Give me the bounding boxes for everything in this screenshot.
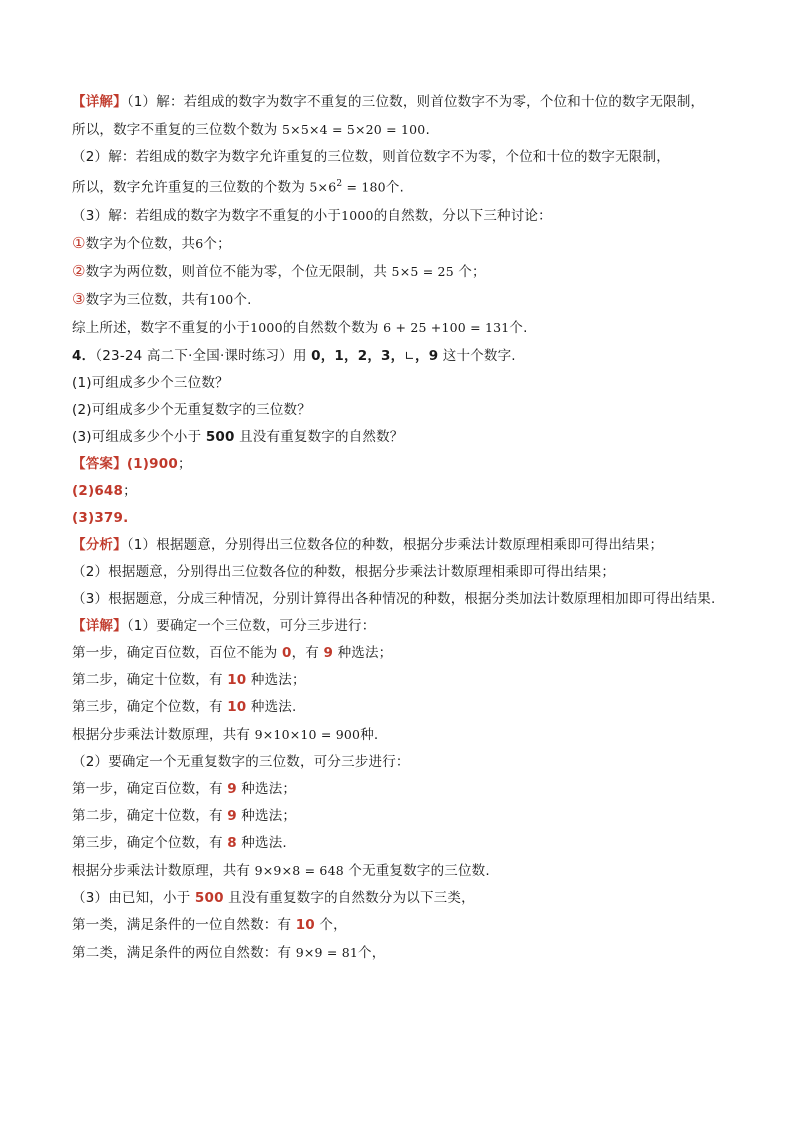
text-segment: 第三步，确定个位数，有 xyxy=(72,698,228,715)
text-segment: ， xyxy=(415,347,429,364)
text-line xyxy=(72,478,732,505)
text-segment: （3）根据题意，分成三种情况，分别计算得出各种情况的种数，根据分类加法计数原理相加即可得出结果. xyxy=(72,590,716,607)
math-expression: 1000 xyxy=(250,319,283,335)
text-segment: 且没有重复数字的自然数？ xyxy=(234,428,404,445)
text-line xyxy=(72,885,732,912)
math-expression: 1000 xyxy=(341,207,374,223)
text-segment: 10 xyxy=(227,671,247,688)
text-segment: 500 xyxy=(205,428,235,445)
text-segment: （2）要确定一个无重复数字的三位数，可分三步进行： xyxy=(72,753,410,770)
text-segment: ； xyxy=(123,482,137,499)
text-segment: 种. xyxy=(360,726,379,743)
text-line xyxy=(72,171,732,202)
text-segment: (2)648 xyxy=(72,482,124,499)
text-segment: 种选法； xyxy=(236,807,297,824)
text-line xyxy=(72,314,732,342)
text-segment: 个， xyxy=(358,944,386,961)
section-tag: 【详解】 xyxy=(72,617,127,634)
text-segment: 500 xyxy=(194,889,224,906)
text-line xyxy=(72,694,732,721)
text-segment: 种选法； xyxy=(236,780,297,797)
text-segment: 9 xyxy=(323,644,334,661)
math-expression: 5×5 = 25 xyxy=(391,263,454,279)
text-segment: 9 xyxy=(428,347,439,364)
text-segment: 数字为三位数，共有 xyxy=(85,291,209,308)
text-segment: （1）解：若组成的数字为数字不重复的三位数，则首位数字不为零，个位和十位的数字无限制， xyxy=(126,94,705,110)
math-expression: 5×5×4 = 5×20 = 100 xyxy=(282,122,426,137)
text-line xyxy=(72,613,732,640)
text-segment: （3）由已知，小于 xyxy=(72,889,195,906)
text-line xyxy=(72,939,732,967)
text-segment: 8 xyxy=(227,834,237,851)
text-line xyxy=(72,397,732,424)
text-segment: 第二步，确定十位数，有 xyxy=(72,671,228,688)
text-line xyxy=(72,640,732,667)
text-segment: 第二类，满足条件的两位自然数：有 xyxy=(72,944,296,961)
math-expression: ∟ xyxy=(404,347,416,363)
text-segment: 种选法. xyxy=(236,834,287,851)
text-segment: 0 xyxy=(282,644,292,661)
text-segment: 第一步，确定百位数，百位不能为 xyxy=(72,644,282,661)
text-line xyxy=(72,830,732,857)
text-segment: 数字为个位数，共 xyxy=(85,235,196,252)
text-line xyxy=(72,89,732,116)
math-expression: 9×9 = 81 xyxy=(295,944,359,960)
text-segment: 这十个数字. xyxy=(438,347,516,364)
text-segment: 9 xyxy=(227,807,237,824)
text-line xyxy=(72,559,732,586)
math-expression: 6 xyxy=(195,235,204,251)
text-segment: 个无重复数字的三位数. xyxy=(343,862,490,879)
text-segment: 个； xyxy=(453,263,486,280)
text-segment: 个， xyxy=(314,916,347,933)
text-segment: 个. xyxy=(385,179,405,196)
text-segment: （1）根据题意，分别得出三位数各位的种数，根据分步乘法计数原理相乘即可得出结果； xyxy=(126,536,664,553)
math-expression: 6 + 25 +100 = 131 xyxy=(383,319,510,335)
text-line xyxy=(72,776,732,803)
text-segment: 种选法； xyxy=(246,671,306,688)
section-tag: 【答案】 xyxy=(72,455,127,472)
text-segment: （2）根据题意，分别得出三位数各位的种数，根据分步乘法计数原理相乘即可得出结果； xyxy=(72,563,616,580)
text-line xyxy=(72,803,732,830)
text-segment: (3)可组成多少个小于 xyxy=(72,428,206,445)
section-tag: 【详解】 xyxy=(72,94,127,110)
text-segment: 个； xyxy=(203,235,231,252)
text-segment: 个. xyxy=(233,291,252,308)
text-line xyxy=(72,586,732,613)
math-expression: 100 xyxy=(208,291,234,307)
text-line xyxy=(72,532,732,559)
text-segment: 9 xyxy=(227,780,237,797)
text-line xyxy=(72,424,732,451)
text-segment: (1)900 xyxy=(126,455,178,472)
text-segment: 所以，数字不重复的三位数个数为 xyxy=(72,122,282,138)
document-page xyxy=(72,89,732,967)
text-segment: 的自然数，分以下三种讨论： xyxy=(373,207,552,224)
text-segment: 个. xyxy=(509,319,528,336)
text-segment: 第一步，确定百位数，有 xyxy=(72,780,228,797)
text-line xyxy=(72,116,732,144)
text-segment: 第一类，满足条件的一位自然数：有 xyxy=(72,916,296,933)
text-line xyxy=(72,342,732,370)
section-tag: 【分析】 xyxy=(72,536,127,553)
text-segment: 第二步，确定十位数，有 xyxy=(72,807,228,824)
text-segment: （1）要确定一个三位数，可分三步进行： xyxy=(126,617,376,634)
text-segment: （3）解：若组成的数字为数字不重复的小于 xyxy=(72,207,342,224)
text-segment: 种选法. xyxy=(246,698,297,715)
text-line xyxy=(72,258,732,286)
text-line xyxy=(72,749,732,776)
text-segment: 且没有重复数字的自然数分为以下三类， xyxy=(223,889,475,906)
text-segment: ② xyxy=(72,261,86,280)
text-line xyxy=(72,230,732,258)
text-line xyxy=(72,505,732,532)
text-line xyxy=(72,451,732,478)
text-line xyxy=(72,721,732,749)
text-segment: 的自然数个数为 xyxy=(282,319,384,336)
text-segment: (2)可组成多少个无重复数字的三位数？ xyxy=(72,401,311,418)
text-segment: 所以，数字允许重复的三位数的个数为 xyxy=(72,179,310,196)
text-line xyxy=(72,667,732,694)
text-segment: （2）解：若组成的数字为数字允许重复的三位数，则首位数字不为零，个位和十位的数字无限制， xyxy=(72,149,670,165)
math-expression: 9×10×10 = 900 xyxy=(254,726,361,742)
math-expression: 9×9×8 = 648 xyxy=(254,862,344,878)
text-segment: ③ xyxy=(72,289,86,308)
text-line xyxy=(72,857,732,885)
text-segment: 数字为两位数，则首位不能为零，个位无限制，共 xyxy=(85,263,392,280)
math-expression: 2 xyxy=(336,179,343,189)
text-segment: (3)379. xyxy=(72,509,129,526)
math-expression: = 180 xyxy=(342,179,386,195)
text-line xyxy=(72,202,732,230)
text-segment: 根据分步乘法计数原理，共有 xyxy=(72,726,255,743)
math-expression: 5×6 xyxy=(309,179,337,195)
text-segment: 根据分步乘法计数原理，共有 xyxy=(72,862,255,879)
text-segment: ① xyxy=(72,233,86,252)
text-segment: 第三步，确定个位数，有 xyxy=(72,834,228,851)
text-segment: ； xyxy=(177,455,192,472)
text-line xyxy=(72,144,732,171)
text-segment: (1)可组成多少个三位数？ xyxy=(72,374,229,391)
text-segment: 综上所述，数字不重复的小于 xyxy=(72,319,251,336)
text-segment: 10 xyxy=(227,698,247,715)
text-line xyxy=(72,370,732,397)
text-segment: . xyxy=(425,122,430,138)
text-segment: 10 xyxy=(295,916,315,933)
text-segment: 0，1，2，3， xyxy=(311,347,405,364)
text-segment: 种选法； xyxy=(333,644,393,661)
text-segment: ，有 xyxy=(291,644,324,661)
text-line xyxy=(72,912,732,939)
text-segment: 4． xyxy=(72,347,96,364)
text-segment: （23-24 高二下·全国·课时练习）用 xyxy=(95,347,312,364)
text-line xyxy=(72,286,732,314)
